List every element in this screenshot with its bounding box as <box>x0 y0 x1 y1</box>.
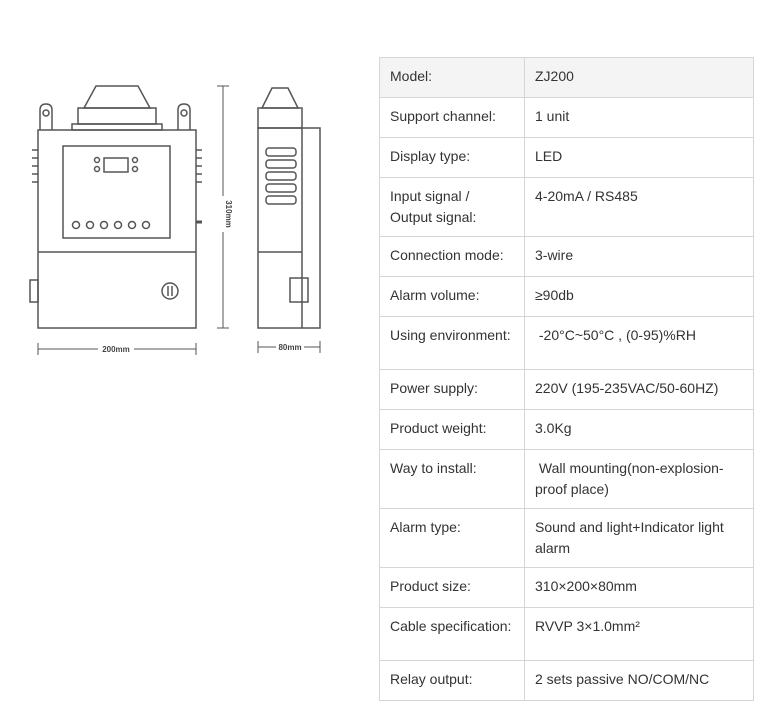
spec-label: Product size: <box>380 568 525 608</box>
spec-label: Using environment: <box>380 317 525 370</box>
height-dimension-label: 310mm <box>224 200 233 228</box>
spec-row-channel <box>380 98 754 138</box>
spec-row-alarm-type <box>380 509 754 568</box>
width-dimension-label: 200mm <box>102 345 130 354</box>
front-view <box>30 86 202 328</box>
spec-label: Way to install: <box>380 450 525 509</box>
spec-value: 1 unit <box>525 98 754 138</box>
spec-value: RVVP 3×1.0mm² <box>525 608 754 661</box>
spec-row-size <box>380 568 754 608</box>
spec-row-relay <box>380 661 754 701</box>
beacon-front <box>84 86 150 108</box>
spec-row-connection <box>380 237 754 277</box>
enclosure-side <box>258 128 320 328</box>
spec-label: Alarm volume: <box>380 277 525 317</box>
spec-row-weight <box>380 410 754 450</box>
spec-value: 3.0Kg <box>525 410 754 450</box>
spec-row-environment <box>380 317 754 370</box>
spec-label: Support channel: <box>380 98 525 138</box>
spec-value: Wall mounting(non-explosion-proof place) <box>525 450 754 509</box>
spec-value: -20°C~50°C , (0-95)%RH <box>525 317 754 370</box>
spec-value: 4-20mA / RS485 <box>525 178 754 237</box>
spec-label: Power supply: <box>380 370 525 410</box>
spec-row-display <box>380 138 754 178</box>
technical-drawing <box>0 0 370 720</box>
dimension-lines <box>38 86 320 355</box>
spec-row-signal <box>380 178 754 237</box>
spec-table <box>379 57 754 701</box>
spec-value: ≥90db <box>525 277 754 317</box>
spec-label: Model: <box>380 58 525 98</box>
spec-value: Sound and light+Indicator light alarm <box>525 509 754 568</box>
spec-row-alarm-volume <box>380 277 754 317</box>
spec-row-cable <box>380 608 754 661</box>
spec-value: 220V (195-235VAC/50-60HZ) <box>525 370 754 410</box>
lock-knob <box>162 283 178 299</box>
depth-dimension-label: 80mm <box>278 343 302 352</box>
spec-value: LED <box>525 138 754 178</box>
side-view <box>258 88 320 328</box>
spec-label: Display type: <box>380 138 525 178</box>
spec-row-model <box>380 58 754 98</box>
spec-row-power <box>380 370 754 410</box>
spec-value: 310×200×80mm <box>525 568 754 608</box>
spec-label: Relay output: <box>380 661 525 701</box>
spec-label: Alarm type: <box>380 509 525 568</box>
spec-value: ZJ200 <box>525 58 754 98</box>
spec-label: Input signal / Output signal: <box>380 178 525 237</box>
spec-label: Cable specification: <box>380 608 525 661</box>
spec-label: Connection mode: <box>380 237 525 277</box>
spec-row-install <box>380 450 754 509</box>
spec-value: 3-wire <box>525 237 754 277</box>
spec-value: 2 sets passive NO/COM/NC <box>525 661 754 701</box>
spec-label: Product weight: <box>380 410 525 450</box>
